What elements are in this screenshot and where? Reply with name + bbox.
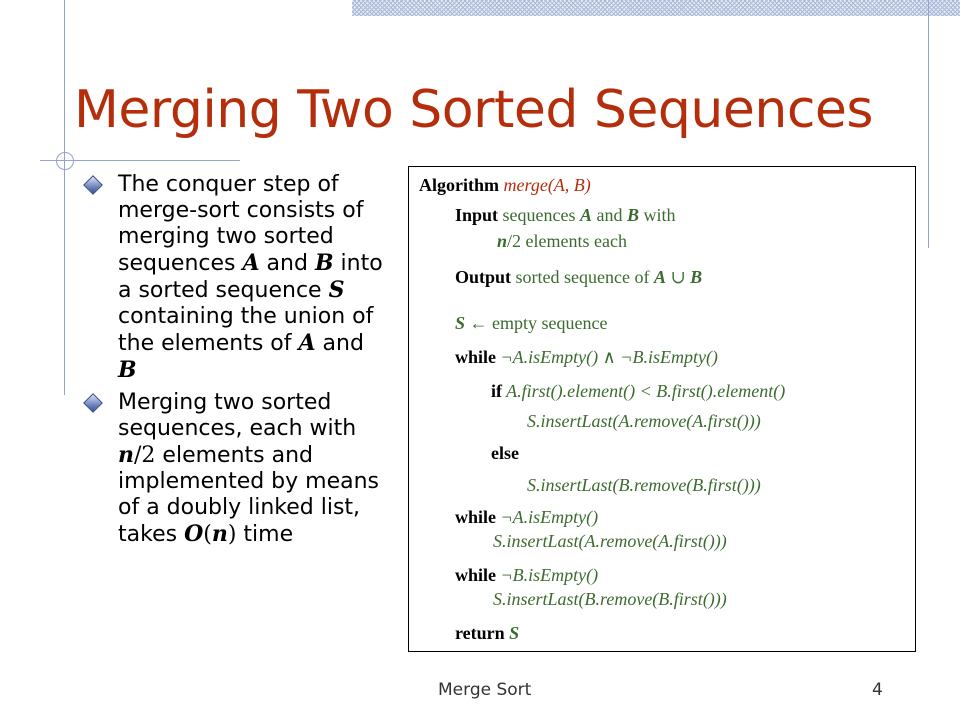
init-line: S ← empty sequence [455,313,608,333]
decorative-circle [56,152,74,170]
if-line: if A.first().element() < B.first().element() [491,381,786,401]
decorative-hatch-band [352,0,960,16]
decorative-vertical-line-right [928,0,929,248]
algorithm-header: Algorithm merge(A, B) [419,175,591,195]
else-line: else [491,443,519,463]
output-line: Output sorted sequence of A ∪ B [455,267,703,287]
while-b-line: while ¬B.isEmpty() [455,565,599,585]
algorithm-box [408,166,916,652]
page-number: 4 [872,680,883,700]
input-line-continued: n/2 elements each [497,231,627,251]
bullet-list [86,172,386,554]
return-line: return S [455,623,520,643]
slide-title: Merging Two Sorted Sequences [74,80,874,140]
decorative-vertical-line [64,0,65,395]
bullet-item: The conquer step of merge-sort consists of merging two sorted sequences A and B into a sorted sequence S containing the union of the elements of A and B [86,172,386,384]
footer-label: Merge Sort [438,680,532,700]
while-a-line: while ¬A.isEmpty() [455,507,599,527]
insert-a-line: S.insertLast(A.remove(A.first())) [527,411,761,431]
insert-b-line: S.insertLast(B.remove(B.first())) [527,475,761,495]
bullet-item: Merging two sorted sequences, each with n/2 elements and implemented by means of a doubly linked list, takes O(n) time [86,390,386,548]
diamond-bullet-icon [83,175,103,195]
while-b-body: S.insertLast(B.remove(B.first())) [493,589,727,609]
while-a-body: S.insertLast(A.remove(A.first())) [493,531,727,551]
input-line: Input sequences A and B with [455,205,676,225]
while-line: while ¬A.isEmpty() ∧ ¬B.isEmpty() [455,347,718,367]
diamond-bullet-icon [83,393,103,413]
